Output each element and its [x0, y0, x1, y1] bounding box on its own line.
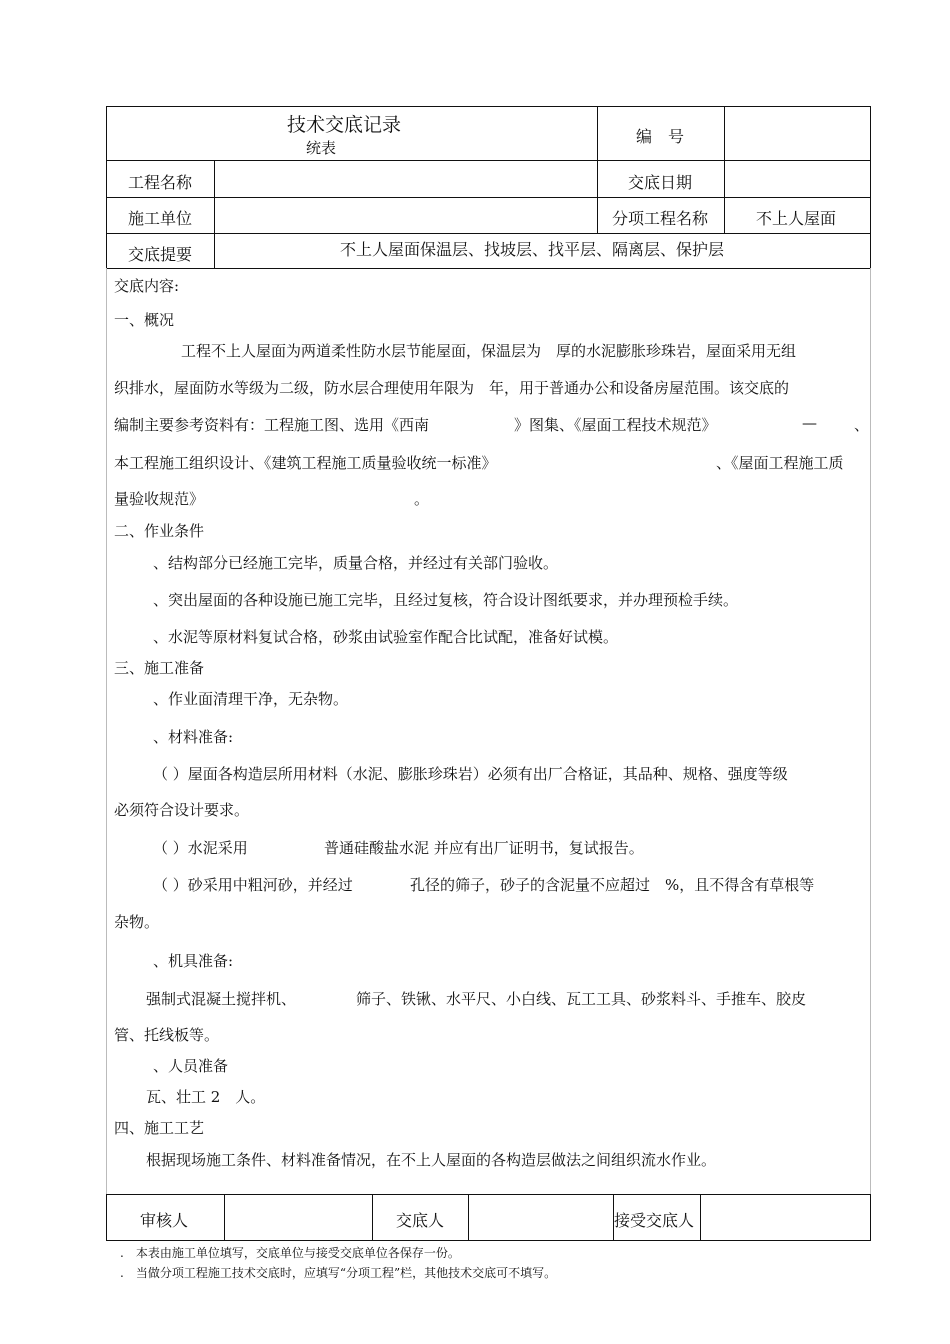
list-item: 、突出屋面的各种设施已施工完毕，且经过复核，符合设计图纸要求，并办理预检手续。 [153, 591, 739, 609]
content-border-right [870, 268, 871, 1194]
summary-value: 不上人屋面保温层、找坡层、找平层、隔离层、保护层 [340, 240, 725, 259]
sub-project-label: 分项工程名称 [612, 209, 709, 228]
sub-project-value: 不上人屋面 [756, 209, 837, 228]
unit-label: 施工单位 [128, 209, 193, 228]
paragraph-line: 本工程施工组织设计、《建筑工程施工质量验收统一标准》 [114, 454, 497, 472]
content-heading: 交底内容: [114, 277, 180, 295]
list-item: 、人员准备 [153, 1057, 229, 1075]
paragraph-line: 根据现场施工条件、材料准备情况，在不上人屋面的各构造层做法之间组织流水作业。 [146, 1151, 717, 1169]
footer-col-divider [224, 1194, 225, 1241]
list-item: （ ）屋面各构造层所用材料（水泥、膨胀珍珠岩）必须有出厂合格证，其品种、规格、强度等级 [153, 765, 788, 783]
list-item: 、结构部分已经施工完毕，质量合格，并经过有关部门验收。 [153, 554, 559, 572]
content-border-left [106, 268, 107, 1194]
paragraph-line: 工程不上人屋面为两道柔性防水层节能屋面，保温层为 厚的水泥膨胀珍珠岩，屋面采用无组 [181, 342, 797, 360]
section-title: 二、作业条件 [114, 522, 205, 540]
receiver-label: 接受交底人 [614, 1211, 695, 1230]
table-row-divider [106, 268, 871, 269]
list-item: 管、托线板等。 [114, 1026, 220, 1044]
list-item: 孔径的筛子，砂子的含泥量不应超过 %，且不得含有草根等 [410, 876, 815, 894]
paragraph-line: 、 [854, 416, 870, 434]
list-item: 杂物。 [114, 913, 160, 931]
table-border-left [106, 106, 107, 269]
table-border-top [106, 106, 871, 107]
list-item: 强制式混凝土搅拌机、 [146, 990, 297, 1008]
page-subtitle: 统表 [306, 139, 337, 157]
footer-border-right [870, 1194, 871, 1241]
list-item: 、水泥等原材料复试合格，砂浆由试验室作配合比试配，准备好试模。 [153, 628, 619, 646]
table-border-right [870, 106, 871, 269]
footer-border-left [106, 1194, 107, 1241]
footnote: . 当做分项工程施工技术交底时，应填写“分项工程”栏，其他技术交底可不填写。 [120, 1266, 557, 1280]
list-item: 普通硅酸盐水泥 并应有出厂证明书，复试报告。 [324, 839, 644, 857]
table-row-divider [106, 160, 871, 161]
table-row-divider [106, 197, 871, 198]
discloser-label: 交底人 [396, 1211, 445, 1230]
table-col-divider [214, 160, 215, 269]
project-name-label: 工程名称 [128, 173, 193, 192]
paragraph-line: 编制主要参考资料有：工程施工图、选用《西南 [114, 416, 430, 434]
table-col-divider [597, 106, 598, 233]
list-item: 必须符合设计要求。 [114, 801, 250, 819]
paragraph-line: 量验收规范》 [114, 490, 205, 508]
footnote: . 本表由施工单位填写，交底单位与接受交底单位各保存一份。 [120, 1246, 460, 1260]
summary-label: 交底提要 [128, 245, 193, 264]
paragraph-line: 织排水，屋面防水等级为二级，防水层合理使用年限为 年，用于普通办公和设备房屋范围。该交底的 [114, 379, 790, 397]
footer-col-divider [700, 1194, 701, 1241]
footer-col-divider [372, 1194, 373, 1241]
page-title: 技术交底记录 [287, 114, 402, 136]
list-item: （ ）水泥采用 [153, 839, 248, 857]
paragraph-line: — [802, 414, 817, 432]
footer-col-divider [468, 1194, 469, 1241]
section-title: 四、施工工艺 [114, 1119, 205, 1137]
number-label: 编 号 [636, 127, 685, 146]
list-item: 瓦、壮工 2 人。 [146, 1088, 266, 1106]
list-item: 、机具准备: [153, 952, 234, 970]
reviewer-label: 审核人 [140, 1211, 189, 1230]
table-row-divider [106, 233, 871, 234]
table-col-divider [724, 106, 725, 233]
section-title: 三、施工准备 [114, 659, 205, 677]
list-item: 筛子、铁锹、水平尺、小白线、瓦工工具、砂浆料斗、手推车、胶皮 [356, 990, 807, 1008]
list-item: 、作业面清理干净，无杂物。 [153, 690, 349, 708]
list-item: （ ）砂采用中粗河砂，并经过 [153, 876, 353, 894]
footer-border-bottom [106, 1240, 871, 1241]
list-item: 、材料准备: [153, 728, 234, 746]
paragraph-line: 、《屋面工程施工质 [716, 454, 844, 472]
paragraph-line: 》图集、《屋面工程技术规范》 [514, 416, 717, 434]
footer-border-top [106, 1194, 871, 1195]
section-title: 一、概况 [114, 311, 175, 329]
date-label: 交底日期 [628, 173, 693, 192]
paragraph-line: 。 [414, 490, 430, 508]
